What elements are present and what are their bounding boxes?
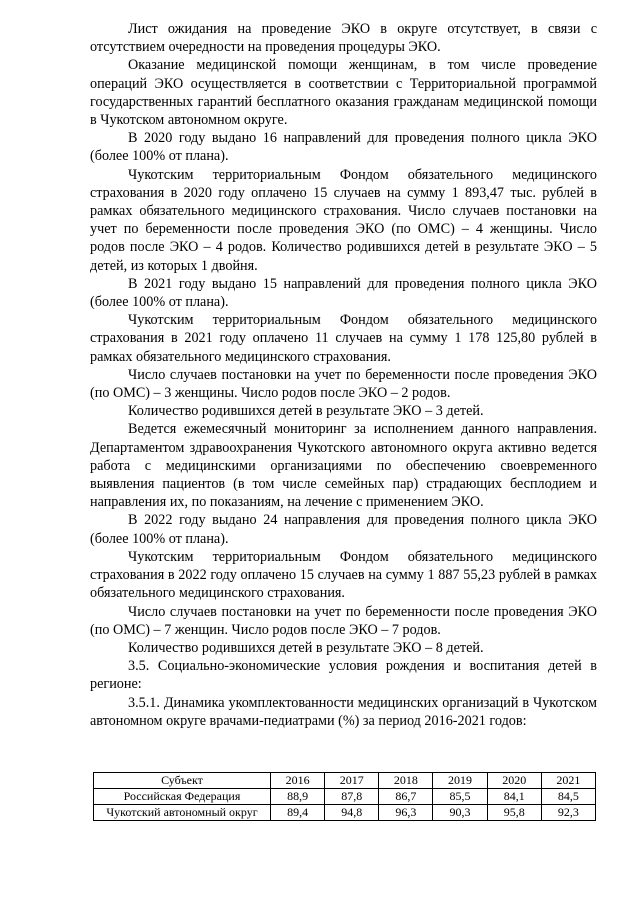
table-header-cell: 2019 [433,773,487,789]
paragraph-2022-referrals: В 2022 году выдано 24 направления для проведения полного цикла ЭКО (более 100% от плана). [90,512,597,547]
paragraph-2022-children: Количество родившихся детей в результате ЭКО – 8 детей. [128,639,484,656]
paragraph-2021-fund: Чукотским территориальным Фондом обязательного медицинского страхования в 2021 году оплачено 11 случаев на сумму 1 178 125,80 рублей в рамках обязательного медицинского страхования. [90,312,597,365]
pediatrician-staffing-table [93,772,596,821]
table-cell: 89,4 [271,805,325,821]
table-header-cell: 2021 [541,773,595,789]
section-heading-3-5: 3.5. Социально-экономические условия рождения и воспитания детей в регионе: [90,658,597,693]
table-header-cell: 2016 [271,773,325,789]
table-cell: 84,1 [487,789,541,805]
table-cell: 88,9 [271,789,325,805]
table-cell: 95,8 [487,805,541,821]
document-body [90,20,597,730]
table-cell: 94,8 [325,805,379,821]
table-cell: Российская Федерация [94,789,271,805]
paragraph-medical-care: Оказание медицинской помощи женщинам, в том числе проведение операций ЭКО осуществляется в соответствии с Территориальной программой государственных гарантий бесплатного оказания гражданам медицинской помощи в Чукотском автономном округе. [90,57,597,129]
paragraph-2020-referrals: В 2020 году выдано 16 направлений для проведения полного цикла ЭКО (более 100% от плана). [90,130,597,165]
paragraph-2021-pregnancies: Число случаев постановки на учет по беременности после проведения ЭКО (по ОМС) – 3 женщины. Число родов после ЭКО – 2 родов. [90,366,597,402]
table-header-cell: 2017 [325,773,379,789]
table-header-cell: Субъект [94,773,271,789]
table-cell: 90,3 [433,805,487,821]
paragraph-2020-fund: Чукотским территориальным Фондом обязательного медицинского страхования в 2020 году оплачено 15 случаев на сумму 1 893,47 тыс. рублей в рамках обязательного медицинского страхования. Число случаев постановки на учет по беременности после проведения ЭКО (по ОМС) – 4 женщины. Число родов после ЭКО – 4 родов. Количество родившихся детей в результате ЭКО – 5 детей, из которых 1 двойня. [90,166,597,274]
section-heading-3-5-1: 3.5.1. Динамика укомплектованности медицинских организаций в Чукотском автономном округе врачами-педиатрами (%) за период 2016-2021 годов: [90,694,597,729]
table-row [94,805,596,821]
paragraph-2022-fund: Чукотским территориальным Фондом обязательного медицинского страхования в 2022 году оплачено 15 случаев на сумму 1 887 55,23 рублей в рамках обязательного медицинского страхования. [90,548,597,602]
paragraph-2022-pregnancies: Число случаев постановки на учет по беременности после проведения ЭКО (по ОМС) – 7 женщин. Число родов после ЭКО – 7 родов. [90,603,597,638]
table-cell: 87,8 [325,789,379,805]
table-header-row [94,773,596,789]
paragraph-waitlist: Лист ожидания на проведение ЭКО в округе отсутствует, в связи с отсутствием очередности на проведения процедуры ЭКО. [90,21,597,56]
table-cell: 84,5 [541,789,595,805]
paragraph-2021-referrals: В 2021 году выдано 15 направлений для проведения полного цикла ЭКО (более 100% от плана). [90,275,597,311]
paragraph-2021-children: Количество родившихся детей в результате ЭКО – 3 детей. [128,403,484,420]
table-cell: 86,7 [379,789,433,805]
table-row [94,789,596,805]
table-cell: 85,5 [433,789,487,805]
table-cell: 92,3 [541,805,595,821]
paragraph-monitoring: Ведется ежемесячный мониторинг за исполнением данного направления. Департаментом здравоохранения Чукотского автономного округа активно ведется работа с медицинскими организациями по обеспечению своевременного выявления пациентов (в том числе семейных пар) страдающих бесплодием и направления их, по показаниям, на лечение с применением ЭКО. [90,421,597,511]
table-header-cell: 2020 [487,773,541,789]
table-header-cell: 2018 [379,773,433,789]
table-cell: Чукотский автономный округ [94,805,271,821]
table-cell: 96,3 [379,805,433,821]
